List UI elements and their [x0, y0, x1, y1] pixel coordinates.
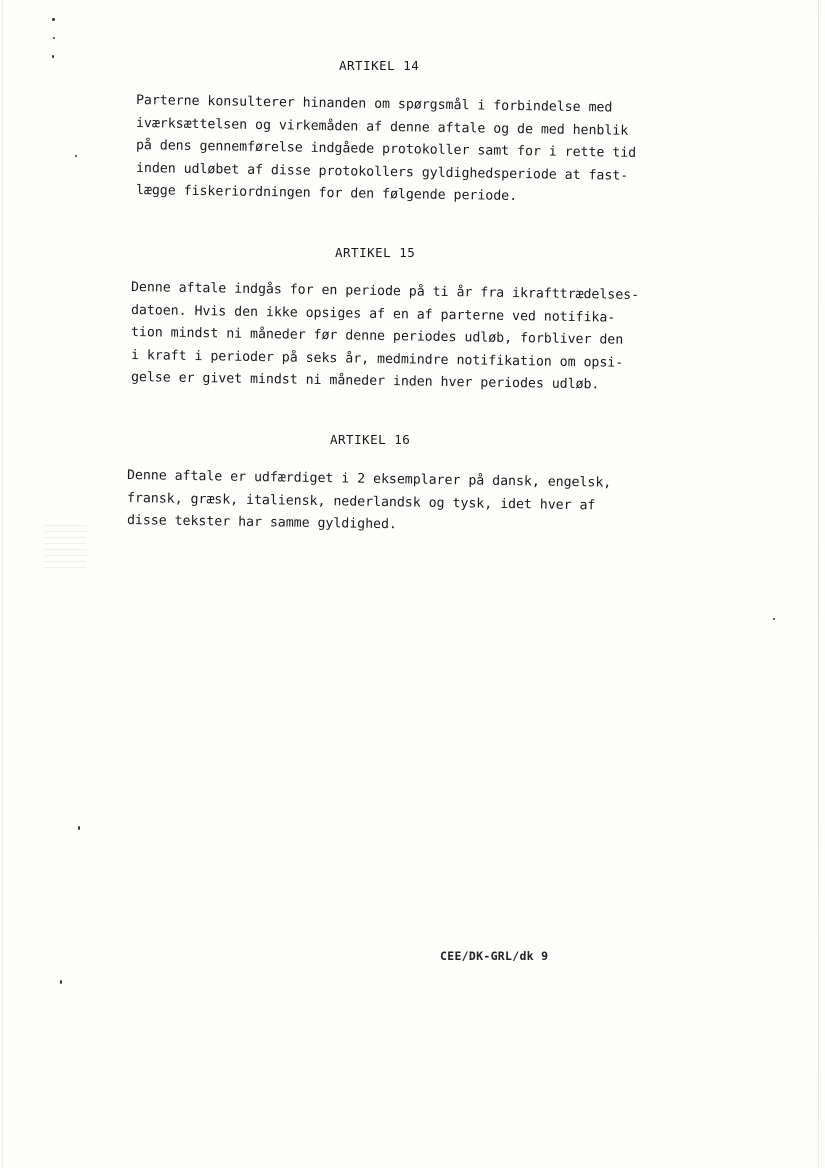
scan-smudge: [44, 525, 86, 573]
document-reference-code: CEE/DK-GRL/dk 9: [440, 949, 549, 963]
article-15-heading: ARTIKEL 15: [335, 245, 416, 260]
scan-edge-right: [818, 0, 819, 1168]
article-14-body: [136, 90, 636, 203]
article-line: datoen. Hvis den ikke opsiges af en af parterne ved notifika-: [130, 302, 616, 326]
article-16-heading: ARTIKEL 16: [330, 432, 411, 447]
article-line: Parterne konsulterer hinanden om spørgsmål i forbindelse med: [135, 93, 613, 116]
article-16-body: [127, 465, 611, 533]
article-line: i kraft i perioder på seks år, medmindre notifikation om opsi-: [130, 347, 624, 371]
article-line: inden udløbet af disse protokollers gyldighedsperiode at fast-: [135, 160, 629, 184]
article-15-body: [130, 277, 640, 393]
article-line: fransk, græsk, italiensk, nederlandsk og tysk, idet hver af: [126, 490, 596, 513]
scan-speck: [78, 826, 80, 830]
scan-speck: [52, 18, 55, 21]
scan-speck: [60, 980, 62, 984]
article-line: lægge fiskeriordningen for den følgende periode.: [135, 183, 518, 204]
article-line: Denne aftale indgås for en periode på ti år fra ikrafttrædelses-: [130, 280, 640, 303]
article-line: gelse er givet mindst ni måneder inden hver periodes udløb.: [130, 370, 600, 393]
article-line: tion mindst ni måneder før denne periodes udløb, forbliver den: [130, 325, 624, 348]
scan-speck: [75, 155, 77, 157]
scan-speck: [52, 55, 54, 58]
article-line: på dens gennemførelse indgåede protokoller samt for i rette tid: [135, 138, 637, 161]
article-line: disse tekster har samme gyldighed.: [126, 513, 398, 533]
scan-speck: [773, 618, 775, 620]
scan-edge-left: [2, 0, 3, 1168]
article-14-heading: ARTIKEL 14: [339, 58, 420, 73]
scan-speck: [53, 37, 55, 39]
article-line: Denne aftale er udfærdiget i 2 eksemplarer på dansk, engelsk,: [126, 468, 612, 491]
article-line: iværksættelsen og virkemåden af denne aftale og de med henblik: [135, 115, 629, 139]
